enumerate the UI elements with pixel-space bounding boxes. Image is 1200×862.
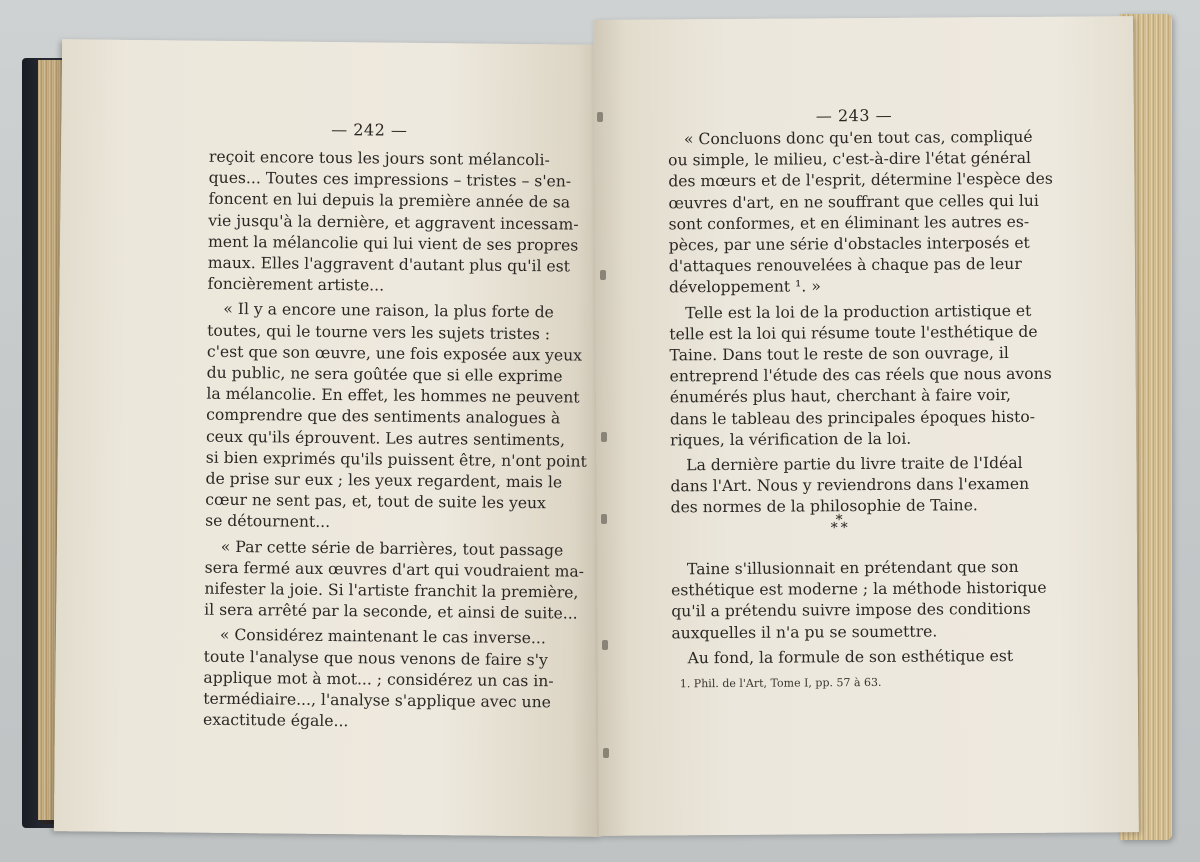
text-line: de prise sur eux ; les yeux regardent, mais le [205, 469, 563, 492]
text-line: auxquelles il n'a pu se soumettre. [671, 622, 938, 642]
text-line: exactitude égale... [202, 710, 349, 731]
text-line: Au fond, la formule de son esthétique est [687, 646, 1014, 668]
paragraph [668, 127, 1053, 299]
asterism-divider [819, 512, 859, 537]
text-line: telle est la loi qui résume toute l'esthétique de [669, 322, 1038, 344]
text-line: d'attaques renouvelées à chaque pas de leur [668, 255, 1022, 276]
text-line: sont conformes, et en éliminant les autres es- [668, 212, 1030, 234]
binding-stitch [603, 748, 609, 758]
text-line: Taine. Dans tout le reste de son ouvrage, il [669, 344, 1009, 365]
text-line: du public, ne sera goûtée que si elle exprime [206, 363, 563, 386]
text-line: si bien exprimés qu'ils puissent être, n'ont point [205, 448, 587, 471]
text-line: nifester la joie. Si l'artiste franchit la première, [204, 579, 579, 602]
text-line: foncent en lui depuis la première année de sa [208, 190, 571, 212]
text-line: cœur ne sent pas, et, tout de suite les yeux [205, 490, 546, 513]
text-line: dans l'Art. Nous y reviendrons dans l'examen [670, 475, 1030, 496]
text-line: ment la mélancolie qui lui vient de ses propres [207, 232, 579, 255]
binding-stitch [602, 640, 608, 650]
right-page-text [668, 127, 1053, 523]
paragraph [207, 147, 579, 299]
text-line: ceux qu'ils éprouvent. Les autres sentiments, [205, 427, 566, 450]
paragraph [671, 557, 1047, 644]
right-page-number: — 243 — [815, 105, 893, 126]
text-line: « Concluons donc qu'en tout cas, compliqué [683, 127, 1033, 149]
paragraph [204, 536, 585, 624]
text-line: comprendre que des sentiments analogues à [206, 406, 561, 428]
asterisk-2: * [835, 512, 843, 529]
paragraph [669, 301, 1052, 452]
text-line: énumérés plus haut, cherchant à faire voir, [669, 386, 1011, 407]
text-line: ques... Toutes ces impressions – tristes – s'en- [208, 168, 572, 191]
paragraph [205, 299, 587, 536]
paragraph [202, 625, 554, 735]
left-page-number: — 242 — [331, 119, 408, 140]
text-line: toutes, qui le tourne vers les sujets tristes : [207, 321, 551, 343]
binding-stitch [601, 432, 607, 442]
paragraph [672, 646, 1014, 670]
text-line: des mœurs et de l'esprit, détermine l'espèce des [668, 170, 1053, 191]
asterisk-1: * [830, 520, 838, 537]
right-page-text-after [671, 557, 1047, 673]
text-line: toute l'analyse que nous venons de faire s'y [203, 647, 548, 669]
binding-stitch [601, 514, 607, 524]
text-line: entreprend l'étude des cas réels que nous avons [669, 364, 1052, 386]
text-line: Taine s'illusionnait en prétendant que son [686, 557, 1019, 579]
text-line: foncièrement artiste... [207, 274, 385, 295]
text-line: « Il y a encore une raison, la plus forte de [223, 300, 554, 322]
text-line: des normes de la philosophie de Taine. [670, 496, 978, 517]
text-line: pèces, par une série d'obstacles interposés et [668, 233, 1030, 255]
text-line: développement ¹. » [668, 277, 821, 297]
text-line: se détournent... [205, 512, 331, 532]
text-line: applique mot à mot... ; considérez un cas in- [203, 668, 554, 691]
binding-stitch [597, 112, 603, 122]
text-line: il sera arrêté par la seconde, et ainsi de suite... [204, 600, 578, 623]
text-line: La dernière partie du livre traite de l'Idéal [686, 453, 1023, 475]
right-page [593, 16, 1139, 836]
text-line: sera fermé aux œuvres d'art qui voudraient ma- [204, 558, 585, 581]
footnote: 1. Phil. de l'Art, Tome I, pp. 57 à 63. [679, 675, 882, 691]
text-line: esthétique est moderne ; la méthode historique [671, 578, 1047, 600]
text-line: « Par cette série de barrières, tout passage [220, 537, 564, 560]
asterisk-3: * [840, 520, 848, 537]
binding-stitch [600, 270, 606, 280]
text-line: c'est que son œuvre, une fois exposée aux yeux [206, 342, 583, 365]
text-line: œuvres d'art, en ne souffrant que celles qui lui [668, 191, 1039, 212]
text-line: qu'il a prétendu suivre impose des conditions [671, 600, 1031, 621]
text-line: reçoit encore tous les jours sont mélancoli- [208, 147, 550, 170]
text-line: Telle est la loi de la production artistique et [685, 301, 1032, 322]
text-line: dans le tableau des principales époques histo- [669, 407, 1036, 429]
text-line: maux. Elles l'aggravent d'autant plus qu'il est [207, 253, 571, 276]
left-page-text [202, 147, 587, 739]
text-line: ou simple, le milieu, c'est-à-dire l'état général [668, 149, 1032, 170]
text-line: la mélancolie. En effet, les hommes ne peuvent [206, 384, 580, 407]
paragraph [670, 453, 1030, 519]
text-line: riques, la vérification de la loi. [670, 429, 912, 450]
left-page [54, 39, 610, 837]
text-line: termédiaire..., l'analyse s'applique avec une [203, 689, 551, 712]
text-line: « Considérez maintenant le cas inverse... [219, 626, 546, 648]
text-line: vie jusqu'à la dernière, et aggravent incessam- [208, 211, 579, 234]
